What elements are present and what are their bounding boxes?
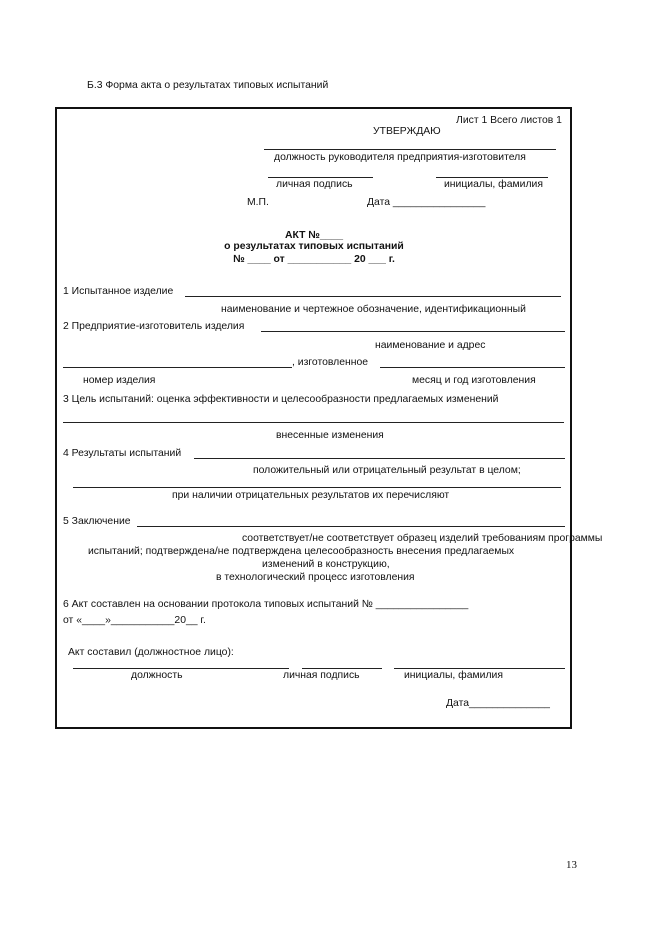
item3-caption: внесенные изменения (276, 430, 384, 441)
stamp-label: М.П. (247, 197, 269, 208)
act-form-frame (55, 107, 572, 729)
approve-title: УТВЕРЖДАЮ (373, 126, 441, 137)
item3-line (63, 422, 564, 423)
date-line (380, 367, 565, 368)
position-line (264, 149, 556, 150)
signature-caption: личная подпись (276, 179, 353, 190)
act-title-line2: о результатах типовых испытаний (224, 241, 404, 252)
item6-label: 6 Акт составлен на основании протокола типовых испытаний № ________________ (63, 599, 469, 610)
footer-initials-line (394, 668, 565, 669)
sheet-count: Лист 1 Всего листов 1 (456, 115, 562, 126)
item6-date: от «____»___________20__ г. (63, 615, 206, 626)
item5-line (137, 526, 565, 527)
footer-signature-caption: личная подпись (283, 670, 360, 681)
approve-date: Дата ________________ (367, 197, 486, 208)
item5-label: 5 Заключение (63, 516, 131, 527)
item5-caption3: изменений в конструкцию, (262, 559, 390, 570)
act-title-line3: № ____ от ___________ 20 ___ г. (233, 254, 395, 265)
item1-label: 1 Испытанное изделие (63, 286, 174, 297)
number-line (63, 367, 292, 368)
signature-line (268, 177, 373, 178)
footer-position-caption: должность (131, 670, 183, 681)
item4-line2 (73, 487, 561, 488)
page-number: 13 (566, 859, 577, 871)
item5-caption1: соответствует/не соответствует образец изделий требованиям программы (242, 533, 603, 544)
footer-signature-line (302, 668, 382, 669)
item5-caption2: испытаний; подтверждена/не подтверждена целесообразность внесения предлагаемых (88, 546, 515, 557)
manufactured-label: , изготовленное (292, 357, 369, 368)
item2-label: 2 Предприятие-изготовитель изделия (63, 321, 245, 332)
composed-label: Акт составил (должностное лицо): (68, 647, 234, 658)
number-caption: номер изделия (83, 375, 156, 386)
page-heading: Б.3 Форма акта о результатах типовых испытаний (87, 80, 329, 91)
item1-line (185, 296, 561, 297)
item4-line (194, 458, 565, 459)
date-caption: месяц и год изготовления (412, 375, 536, 386)
footer-initials-caption: инициалы, фамилия (404, 670, 503, 681)
item3-label: 3 Цель испытаний: оценка эффективности и целесообразности предлагаемых изменений (63, 394, 499, 405)
item4-caption2: при наличии отрицательных результатов их перечисляют (172, 490, 450, 501)
position-caption: должность руководителя предприятия-изготовителя (274, 152, 526, 163)
item5-caption4: в технологический процесс изготовления (216, 572, 415, 583)
item4-caption1: положительный или отрицательный результат в целом; (253, 465, 521, 476)
item2-line (261, 331, 565, 332)
act-title-line1: АКТ №____ (284, 230, 344, 241)
footer-date: Дата______________ (446, 698, 550, 709)
item2-caption: наименование и адрес (375, 340, 486, 351)
initials-line (436, 177, 548, 178)
item4-label: 4 Результаты испытаний (63, 448, 182, 459)
item1-caption: наименование и чертежное обозначение, идентификационный (221, 304, 526, 315)
initials-caption: инициалы, фамилия (444, 179, 543, 190)
footer-position-line (73, 668, 289, 669)
